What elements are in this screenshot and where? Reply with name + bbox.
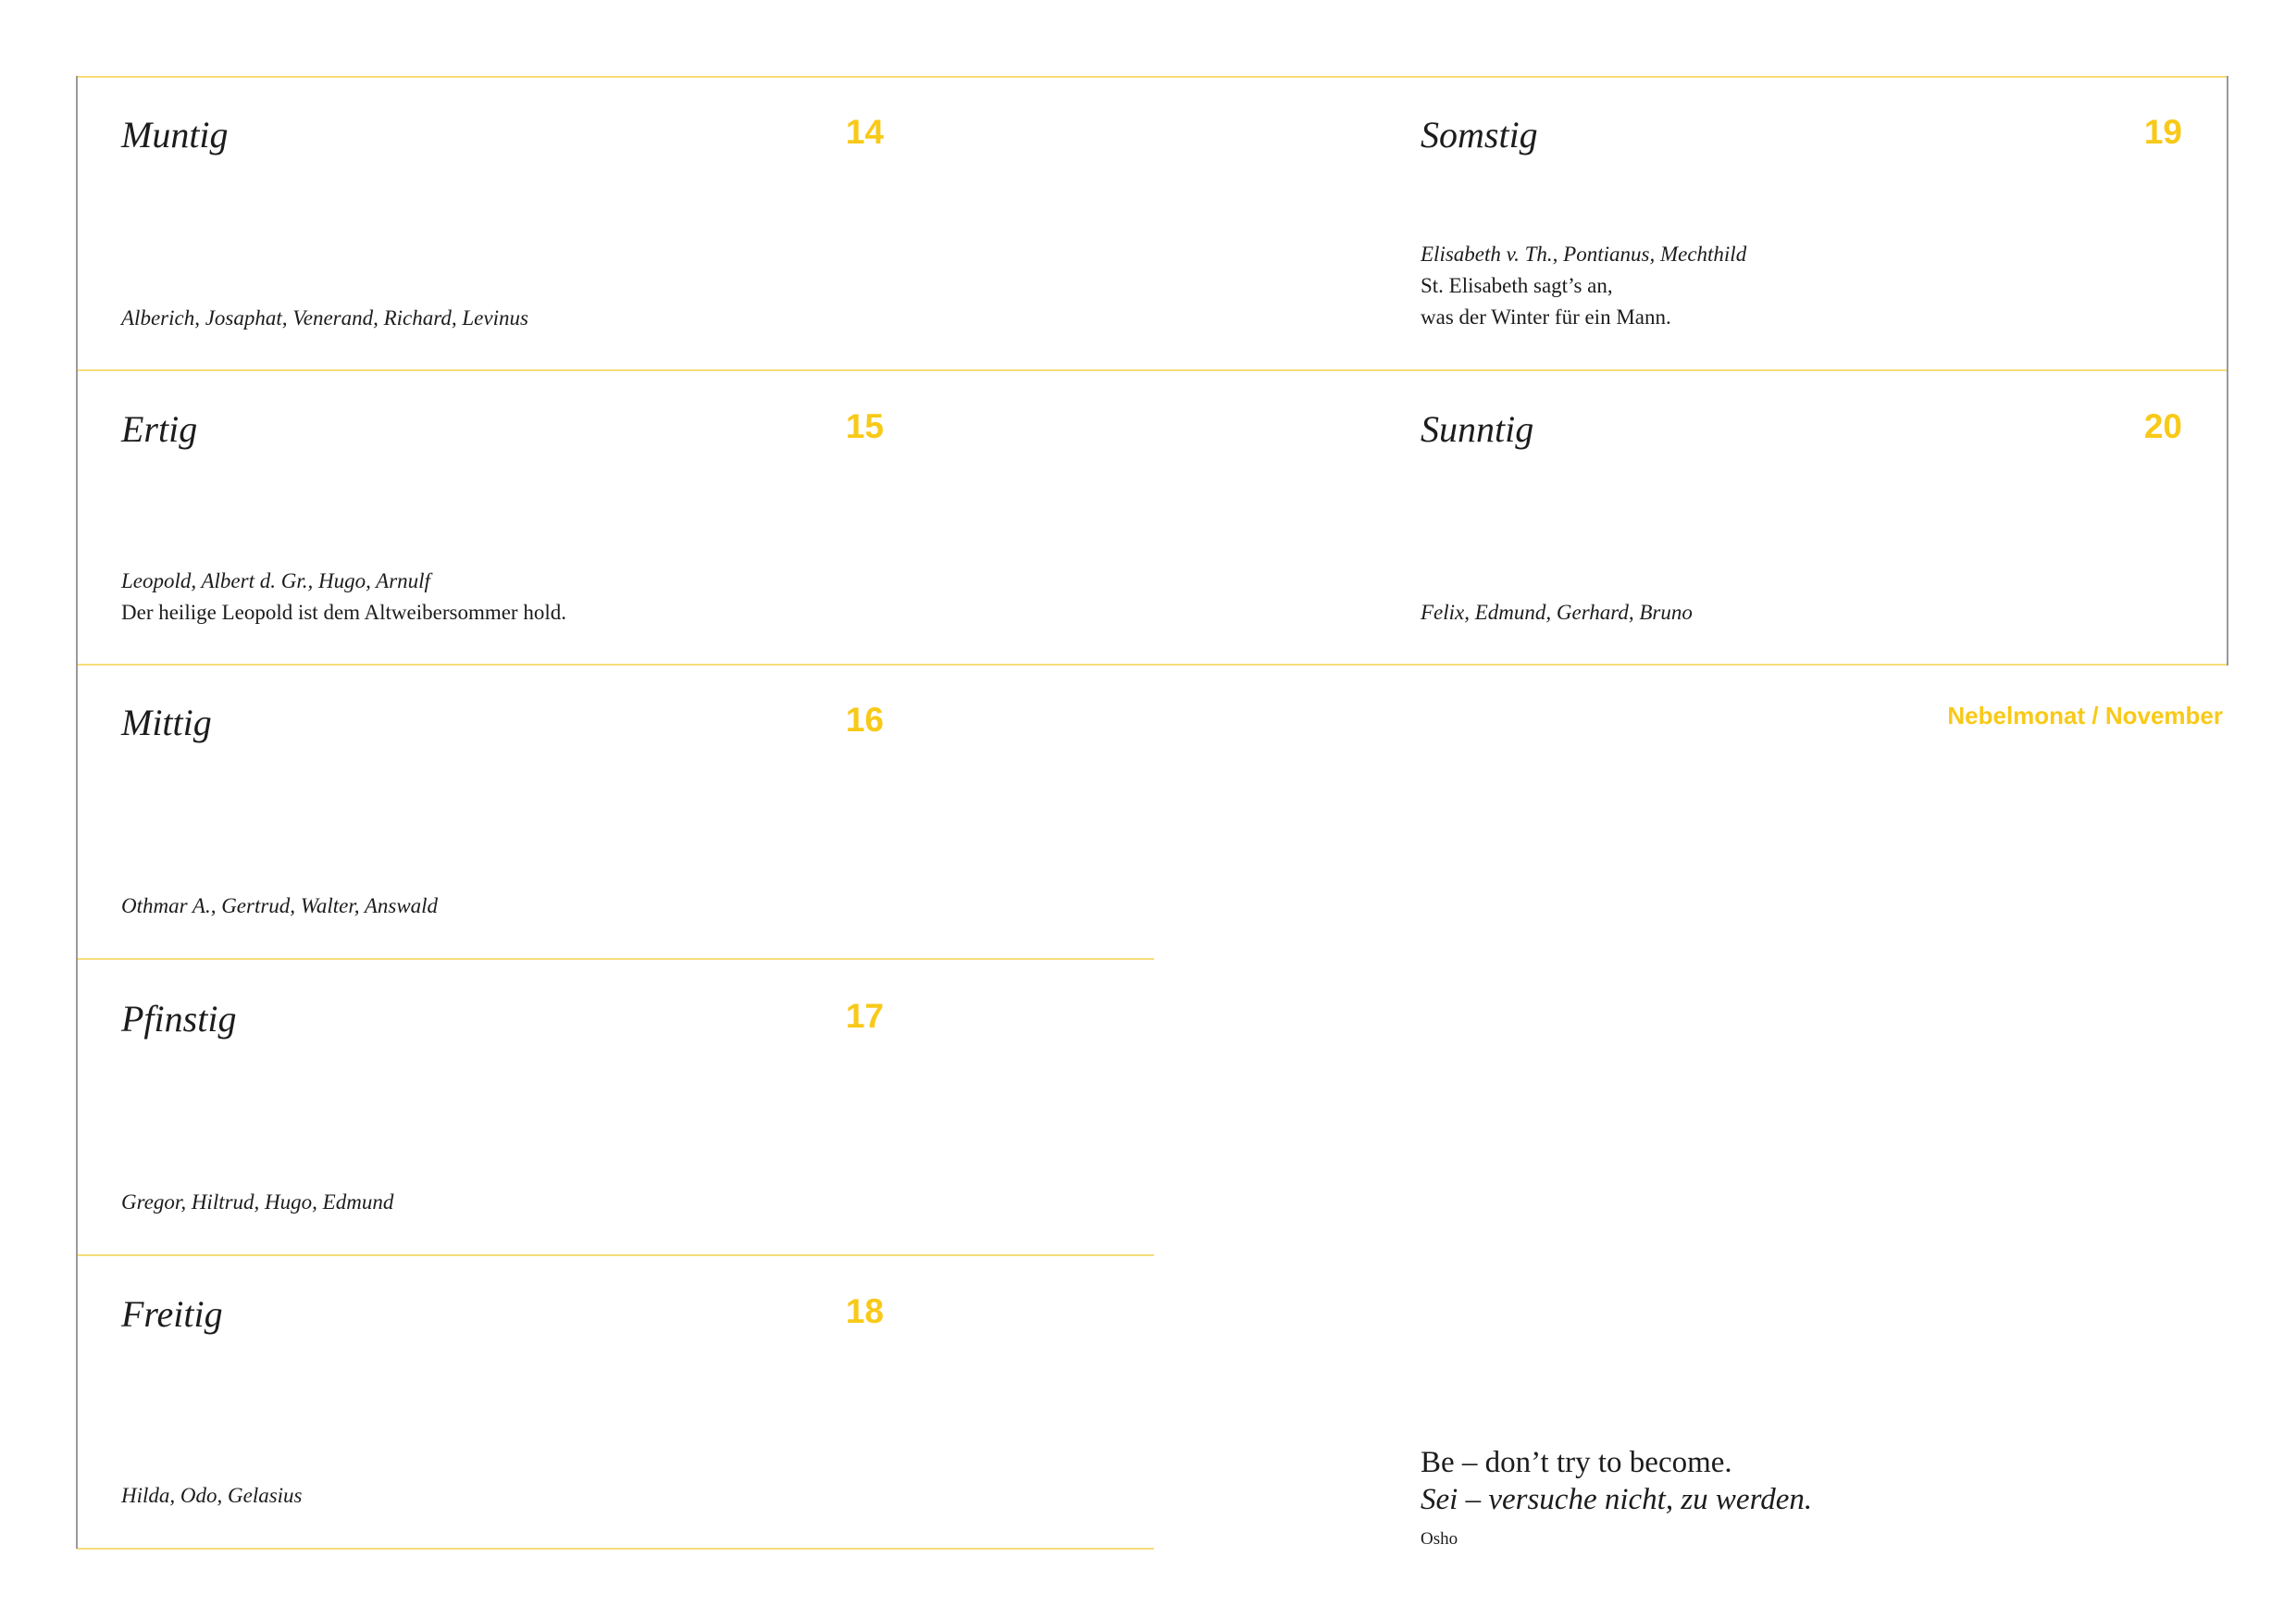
- quote-author: Osho: [1421, 1529, 1458, 1549]
- weekday-label: Sunntig: [1421, 408, 1534, 450]
- right-frame-line: [2227, 76, 2228, 666]
- saints-names: Elisabeth v. Th., Pontianus, Mechthild: [1421, 243, 1747, 266]
- date-number: 14: [845, 113, 884, 151]
- saints-names: Hilda, Odo, Gelasius: [121, 1484, 303, 1507]
- row-divider-3: [77, 958, 1154, 960]
- date-number: 20: [2143, 407, 2182, 445]
- saying-line: St. Elisabeth sagt’s an,: [1421, 274, 1613, 297]
- top-rule: [77, 76, 2228, 78]
- weekday-label: Freitig: [121, 1293, 223, 1335]
- quote-english: Be – don’t try to become.: [1421, 1446, 1732, 1479]
- row-divider-2: [77, 664, 2228, 666]
- bottom-rule: [77, 1548, 1154, 1550]
- month-label: Nebelmonat / November: [1947, 702, 2223, 729]
- saints-names: Felix, Edmund, Gerhard, Bruno: [1421, 601, 1693, 624]
- weekday-label: Mittig: [121, 702, 212, 743]
- date-number: 18: [845, 1292, 884, 1330]
- saints-names: Alberich, Josaphat, Venerand, Richard, Levinus: [121, 306, 528, 330]
- saints-names: Othmar A., Gertrud, Walter, Answald: [121, 894, 439, 917]
- saints-names: Gregor, Hiltrud, Hugo, Edmund: [121, 1190, 394, 1214]
- date-number: 19: [2143, 113, 2182, 151]
- weekday-label: Somstig: [1421, 114, 1538, 156]
- saying-line: was der Winter für ein Mann.: [1421, 305, 1671, 329]
- date-number: 15: [845, 407, 884, 445]
- date-number: 16: [845, 701, 884, 739]
- saints-names: Leopold, Albert d. Gr., Hugo, Arnulf: [121, 569, 430, 592]
- weekday-label: Muntig: [121, 114, 229, 156]
- weekday-label: Pfinstig: [121, 998, 237, 1040]
- date-number: 17: [845, 997, 884, 1035]
- row-divider-4: [77, 1254, 1154, 1256]
- weekday-label: Ertig: [121, 408, 198, 450]
- quote-german: Sei – versuche nicht, zu werden.: [1421, 1483, 1813, 1516]
- left-frame-line: [76, 76, 78, 1549]
- saying-line: Der heilige Leopold ist dem Altweibersommer hold.: [121, 601, 566, 624]
- row-divider-1: [77, 369, 2228, 371]
